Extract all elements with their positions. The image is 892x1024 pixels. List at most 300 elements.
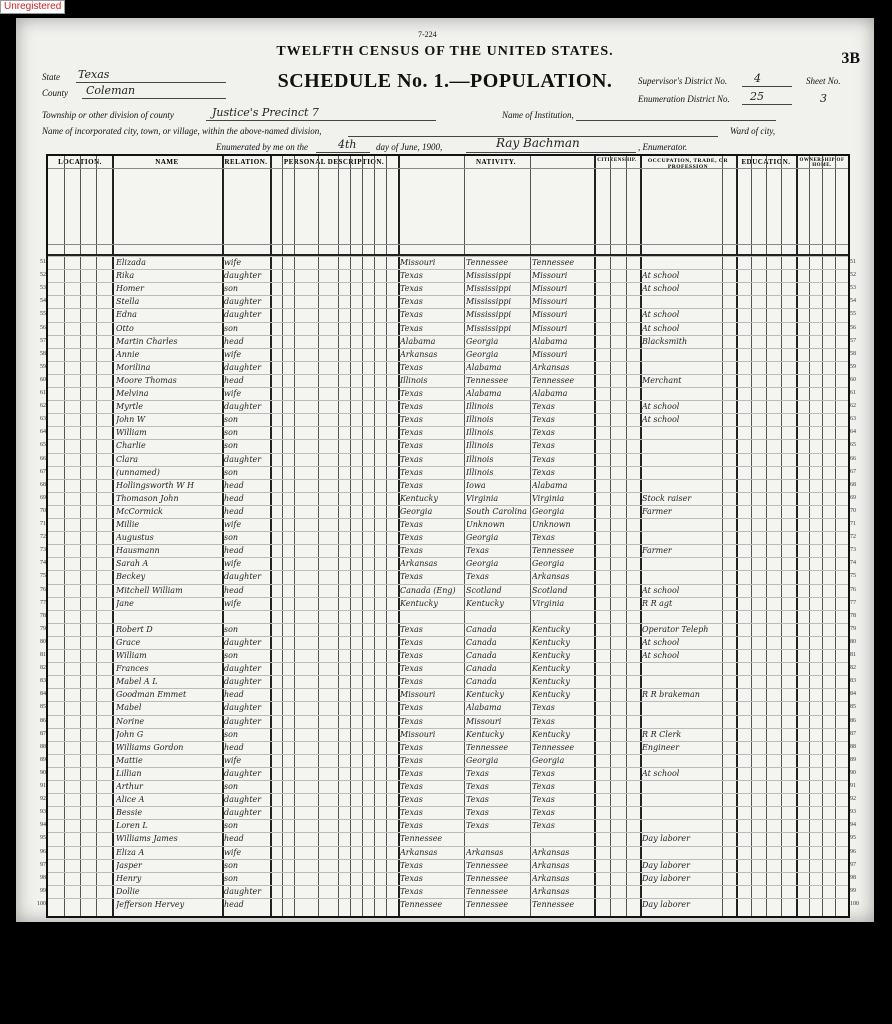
cell-mother: Virginia (532, 493, 565, 503)
cell-occ: Farmer (642, 546, 672, 556)
line-number: 51 (40, 259, 46, 265)
table-row (40, 872, 856, 885)
cell-occ (642, 781, 722, 792)
cell-occ: At school (642, 402, 680, 412)
cell-rel: daughter (224, 716, 262, 726)
cell-birth: Texas (400, 651, 423, 660)
cell-name: Myrtle (116, 402, 144, 412)
line-number: 75 (40, 573, 46, 580)
cell-birth: Texas (400, 795, 423, 805)
cell-father: Texas (466, 782, 489, 791)
cell-birth: Texas (400, 362, 423, 372)
cell-father: Georgia (466, 336, 499, 346)
supervisor-label: Supervisor's District No. (638, 76, 728, 86)
cell-mother: Tennessee (532, 742, 575, 752)
cell-rel: daughter (224, 703, 262, 713)
cell-birth: Texas (400, 886, 423, 896)
cell-occ (642, 571, 722, 582)
cell-father: Alabama (466, 703, 502, 713)
cell-rel: son (224, 441, 239, 451)
table-row (40, 374, 856, 387)
line-number-right: 57 (850, 337, 856, 344)
cell-mother: Missouri (532, 349, 568, 359)
cell-birth: Texas (400, 310, 423, 320)
line-number: 78 (40, 612, 46, 619)
cell-rel: son (224, 729, 239, 739)
cell-occ (642, 716, 722, 727)
page-id: 3B (841, 50, 860, 67)
cell-mother: Alabama (532, 336, 568, 346)
line-number-right: 86 (850, 717, 856, 724)
table-row (40, 806, 856, 819)
cell-rel: daughter (224, 454, 262, 464)
table-row (40, 308, 856, 321)
township-label: Township or other division of county (42, 110, 174, 120)
cell-name: Williams Gordon (116, 742, 184, 752)
cell-occ (642, 257, 722, 268)
cell-birth: Texas (400, 572, 423, 582)
cell-occ: Engineer (642, 742, 680, 752)
cell-father: Tennessee (466, 860, 509, 870)
cell-occ (642, 820, 722, 831)
group-personal: PERSONAL DESCRIPTION. (283, 158, 385, 166)
cell-birth: Texas (400, 415, 423, 425)
line-number-right: 64 (850, 429, 856, 436)
line-number-right: 95 (850, 835, 856, 842)
cell-occ: At school (642, 768, 680, 778)
cell-rel: head (224, 899, 244, 909)
line-number-right: 97 (850, 861, 856, 868)
line-number-right: 84 (850, 691, 856, 698)
cell-mother (532, 611, 592, 622)
cell-rel: son (224, 428, 239, 438)
cell-occ: R R Clerk (642, 729, 682, 739)
cell-rel: head (224, 742, 244, 752)
cell-name: Charlie (116, 441, 146, 451)
line-number-right: 68 (850, 481, 856, 488)
cell-father: Kentucky (466, 729, 504, 739)
cell-mother: Texas (532, 428, 555, 438)
cell-name: Mitchell William (116, 585, 183, 595)
table-row (40, 662, 856, 675)
cell-name: Frances (116, 664, 149, 674)
cell-birth: Arkansas (400, 349, 438, 359)
cell-occ: At school (642, 651, 680, 660)
group-ownership: OWNERSHIP OF HOME. (799, 158, 845, 168)
cell-birth: Tennessee (400, 834, 443, 844)
population-table (37, 154, 859, 918)
line-number: 70 (40, 507, 46, 514)
cell-birth: Kentucky (400, 598, 438, 608)
table-row (40, 518, 856, 531)
table-row (40, 636, 856, 649)
cell-mother: Arkansas (532, 873, 570, 883)
cell-father: Illinois (466, 441, 494, 451)
table-row (40, 282, 856, 295)
line-number: 52 (40, 272, 46, 279)
cell-father: Tennessee (466, 375, 509, 385)
county-label: County (42, 88, 68, 98)
group-location: LOCATION. (58, 158, 102, 166)
cell-name: (unnamed) (116, 467, 160, 477)
cell-birth: Texas (400, 441, 423, 451)
cell-father: Canada (466, 637, 497, 647)
cell-name: William (116, 428, 147, 438)
unregistered-badge: Unregistered (0, 0, 65, 14)
table-row (40, 675, 856, 688)
cell-mother: Missouri (532, 271, 568, 281)
cell-mother: Texas (532, 441, 555, 451)
cell-occ (642, 886, 722, 897)
table-row (40, 400, 856, 413)
cell-father: Alabama (466, 389, 502, 398)
cell-father: Kentucky (466, 690, 504, 700)
table-row (40, 426, 856, 439)
cell-occ (642, 519, 722, 530)
cell-mother: Scotland (532, 585, 568, 595)
cell-birth: Canada (Eng) (400, 585, 456, 595)
cell-occ: At school (642, 637, 680, 647)
cell-rel (224, 611, 270, 622)
cell-birth: Missouri (400, 729, 436, 739)
cell-occ (642, 676, 722, 687)
table-row (40, 688, 856, 701)
cell-rel: son (224, 624, 239, 634)
cell-mother: Alabama (532, 480, 568, 490)
cell-rel: son (224, 467, 239, 477)
cell-occ (642, 388, 722, 399)
line-number-right: 79 (850, 625, 856, 632)
cell-father: Alabama (466, 362, 502, 372)
cell-occ (642, 558, 722, 569)
cell-rel: head (224, 690, 244, 700)
cell-father: South Carolina (466, 506, 527, 516)
line-number: 83 (40, 678, 46, 685)
cell-father: Texas (466, 572, 489, 582)
cell-rel: daughter (224, 664, 262, 674)
form-number: 7-224 (418, 30, 437, 39)
cell-birth: Texas (400, 703, 423, 713)
cell-occ: Day laborer (642, 834, 690, 844)
cell-rel: daughter (224, 677, 262, 687)
cell-name: Jefferson Hervey (116, 899, 185, 909)
line-number-right: 65 (850, 442, 856, 449)
cell-birth: Texas (400, 677, 423, 687)
cell-mother: Kentucky (532, 664, 570, 674)
line-number: 68 (40, 481, 46, 488)
cell-mother: Texas (532, 402, 555, 412)
cell-mother: Kentucky (532, 637, 570, 647)
township-value: Justice's Precinct 7 (212, 106, 319, 119)
cell-occ: At school (642, 323, 680, 333)
table-row (40, 832, 856, 845)
cell-rel: wife (224, 598, 242, 608)
schedule-title: SCHEDULE No. 1.—POPULATION. (277, 70, 613, 92)
cell-birth: Arkansas (400, 847, 438, 857)
cell-birth: Georgia (400, 506, 433, 516)
line-number: 59 (40, 363, 46, 370)
line-number-right: 55 (850, 311, 856, 318)
line-number-right: 99 (850, 887, 856, 894)
line-number-right: 82 (850, 665, 856, 672)
cell-mother: Georgia (532, 506, 565, 516)
cell-name: Alice A (116, 795, 145, 805)
cell-mother: Tennessee (532, 258, 575, 267)
cell-father: Mississippi (466, 271, 512, 281)
line-number-right: 83 (850, 678, 856, 685)
cell-father: Mississippi (466, 323, 512, 333)
cell-name: Elizada (116, 258, 146, 267)
cell-name: Otto (116, 323, 134, 333)
cell-mother: Missouri (532, 310, 568, 320)
line-number-right: 54 (850, 298, 856, 305)
line-number: 91 (40, 783, 46, 789)
cell-father: Scotland (466, 585, 502, 595)
line-number-right: 72 (850, 534, 856, 541)
cell-rel: son (224, 873, 239, 883)
line-number: 93 (40, 809, 46, 816)
cell-occ: Operator Teleph (642, 624, 709, 634)
cell-rel: wife (224, 258, 242, 267)
cell-mother: Texas (532, 808, 555, 818)
cell-mother: Texas (532, 821, 555, 831)
cell-mother: Georgia (532, 559, 565, 569)
supervisor-value: 4 (754, 72, 761, 85)
cell-birth: Texas (400, 467, 423, 477)
cell-rel: daughter (224, 572, 262, 582)
cell-name: Norine (116, 716, 145, 726)
cell-father: Canada (466, 651, 497, 660)
cell-father: Canada (466, 664, 497, 674)
cell-rel: son (224, 860, 239, 870)
cell-name: Sarah A (116, 559, 149, 569)
cell-birth: Texas (400, 389, 423, 398)
cell-father: Kentucky (466, 598, 504, 608)
cell-birth: Texas (400, 271, 423, 281)
table-row (40, 348, 856, 361)
cell-rel: daughter (224, 886, 262, 896)
cell-mother: Kentucky (532, 690, 570, 700)
line-number: 72 (40, 534, 46, 541)
cell-birth: Texas (400, 755, 423, 765)
line-number-right: 80 (850, 638, 856, 645)
cell-occ: Day laborer (642, 873, 690, 883)
cell-name: Martin Charles (116, 336, 178, 346)
enumeration-label: Enumeration District No. (638, 94, 730, 104)
table-row (40, 780, 856, 793)
enumerator-label: , Enumerator. (638, 142, 688, 152)
line-number: 77 (40, 599, 46, 606)
cell-birth: Texas (400, 323, 423, 333)
cell-name: Moore Thomas (116, 375, 177, 385)
cell-mother: Texas (532, 768, 555, 778)
day-value: 4th (338, 138, 357, 151)
cell-name: Augustus (116, 533, 154, 543)
line-number: 61 (40, 390, 46, 396)
table-row (40, 701, 856, 714)
cell-mother: Unknown (532, 520, 571, 529)
cell-father: Tennessee (466, 258, 509, 267)
cell-name: John G (116, 729, 144, 739)
cell-occ: At school (642, 585, 680, 595)
line-number: 87 (40, 730, 46, 737)
cell-occ: R R agt (642, 598, 673, 608)
table-row (40, 584, 856, 597)
line-number-right: 85 (850, 704, 856, 711)
cell-father: Texas (466, 795, 489, 805)
cell-occ: At school (642, 284, 680, 294)
table-row (40, 544, 856, 557)
cell-birth: Texas (400, 402, 423, 412)
cell-rel: head (224, 375, 244, 385)
cell-rel: daughter (224, 808, 262, 818)
table-row (40, 597, 856, 610)
cell-father: Illinois (466, 428, 494, 438)
line-number: 98 (40, 874, 46, 881)
cell-occ: Farmer (642, 506, 672, 516)
cell-birth: Texas (400, 768, 423, 778)
cell-name: Robert D (116, 624, 153, 634)
line-number-right: 75 (850, 573, 856, 580)
group-relation: RELATION. (224, 158, 268, 166)
cell-name: Eliza A (116, 847, 145, 857)
cell-father: Texas (466, 768, 489, 778)
table-row (40, 322, 856, 335)
line-number: 96 (40, 848, 46, 855)
cell-name: McCormick (116, 506, 163, 516)
line-number: 62 (40, 403, 46, 410)
day-label: day of June, 1900, (376, 142, 443, 152)
cell-rel: daughter (224, 637, 262, 647)
county-value: Coleman (86, 84, 136, 97)
table-row (37, 898, 859, 911)
cell-name: Stella (116, 297, 140, 307)
cell-birth: Texas (400, 624, 423, 634)
table-row (40, 610, 856, 623)
cell-birth: Texas (400, 428, 423, 438)
cell-father: Missouri (466, 716, 502, 726)
line-number-right: 77 (850, 599, 856, 606)
cell-name: Morilina (116, 362, 151, 372)
cell-name: Loren L (116, 821, 148, 831)
cell-occ (642, 296, 722, 307)
line-number-right: 78 (850, 612, 856, 619)
cell-name: Dollie (116, 886, 140, 896)
cell-occ: Day laborer (642, 860, 690, 870)
cell-mother: Texas (532, 467, 555, 477)
line-number-right: 70 (850, 507, 856, 514)
cell-rel: daughter (224, 768, 262, 778)
cell-rel: son (224, 533, 239, 543)
table-row (40, 649, 856, 662)
table-row (40, 505, 856, 518)
cell-father: Virginia (466, 493, 499, 503)
cell-rel: head (224, 546, 244, 556)
institution-label: Name of Institution, (502, 110, 574, 120)
cell-father: Iowa (466, 480, 486, 490)
cell-occ (642, 794, 722, 805)
line-number: 99 (40, 887, 46, 894)
cell-father: Illinois (466, 454, 494, 464)
cell-birth: Texas (400, 742, 423, 752)
cell-mother: Texas (532, 703, 555, 713)
cell-birth: Texas (400, 520, 423, 529)
cell-rel: head (224, 834, 244, 844)
line-number: 100 (37, 900, 46, 907)
cell-birth: Tennessee (400, 899, 443, 909)
cell-mother: Kentucky (532, 677, 570, 687)
table-row (40, 741, 856, 754)
cell-name: Mattie (116, 755, 143, 765)
cell-name: Rika (116, 271, 135, 281)
cell-mother: Texas (532, 782, 555, 791)
cell-mother: Texas (532, 533, 555, 543)
line-number-right: 69 (850, 494, 856, 501)
line-number: 55 (40, 311, 46, 318)
group-nativity: NATIVITY. (475, 158, 517, 166)
cell-father: Illinois (466, 402, 494, 412)
cell-mother: Tennessee (532, 375, 575, 385)
line-number-right: 73 (850, 547, 856, 554)
cell-father (466, 833, 528, 844)
cell-name: Homer (116, 284, 144, 294)
cell-father: Texas (466, 808, 489, 818)
cell-father: Canada (466, 677, 497, 687)
line-number: 86 (40, 717, 46, 724)
cell-rel: daughter (224, 297, 262, 307)
cell-father: Canada (466, 624, 497, 634)
cell-birth: Texas (400, 284, 423, 294)
line-number: 65 (40, 442, 46, 449)
cell-occ (642, 611, 722, 622)
cell-rel: wife (224, 847, 242, 857)
cell-occ (642, 349, 722, 360)
cell-name: Arthur (116, 782, 143, 791)
cell-rel: daughter (224, 795, 262, 805)
cell-birth: Kentucky (400, 493, 438, 503)
cell-occ: At school (642, 415, 680, 425)
cell-occ (642, 454, 722, 465)
cell-name: Bessie (116, 808, 143, 818)
line-number: 76 (40, 586, 46, 593)
cell-name: Mabel (116, 703, 142, 713)
cell-mother: Virginia (532, 598, 565, 608)
line-number: 56 (40, 324, 46, 331)
cell-name: Hausmann (116, 546, 160, 556)
cell-name: Jasper (116, 860, 142, 870)
cell-father: Arkansas (466, 847, 504, 857)
cell-birth: Alabama (400, 336, 436, 346)
line-number: 60 (40, 376, 46, 383)
line-number: 74 (40, 560, 46, 567)
cell-name: Lillian (116, 768, 142, 778)
cell-mother: Arkansas (532, 860, 570, 870)
cell-mother: Arkansas (532, 572, 570, 582)
cell-rel: son (224, 651, 239, 660)
cell-occ (642, 427, 722, 438)
cell-birth: Texas (400, 873, 423, 883)
cell-mother: Missouri (532, 284, 568, 294)
cell-rel: head (224, 585, 244, 595)
cell-rel: wife (224, 520, 242, 529)
cell-mother: Alabama (532, 389, 568, 398)
line-number: 66 (40, 455, 46, 462)
cell-mother (532, 833, 592, 844)
cell-birth: Texas (400, 480, 423, 490)
cell-rel: daughter (224, 271, 262, 281)
line-number: 80 (40, 638, 46, 645)
cell-occ (642, 807, 722, 818)
